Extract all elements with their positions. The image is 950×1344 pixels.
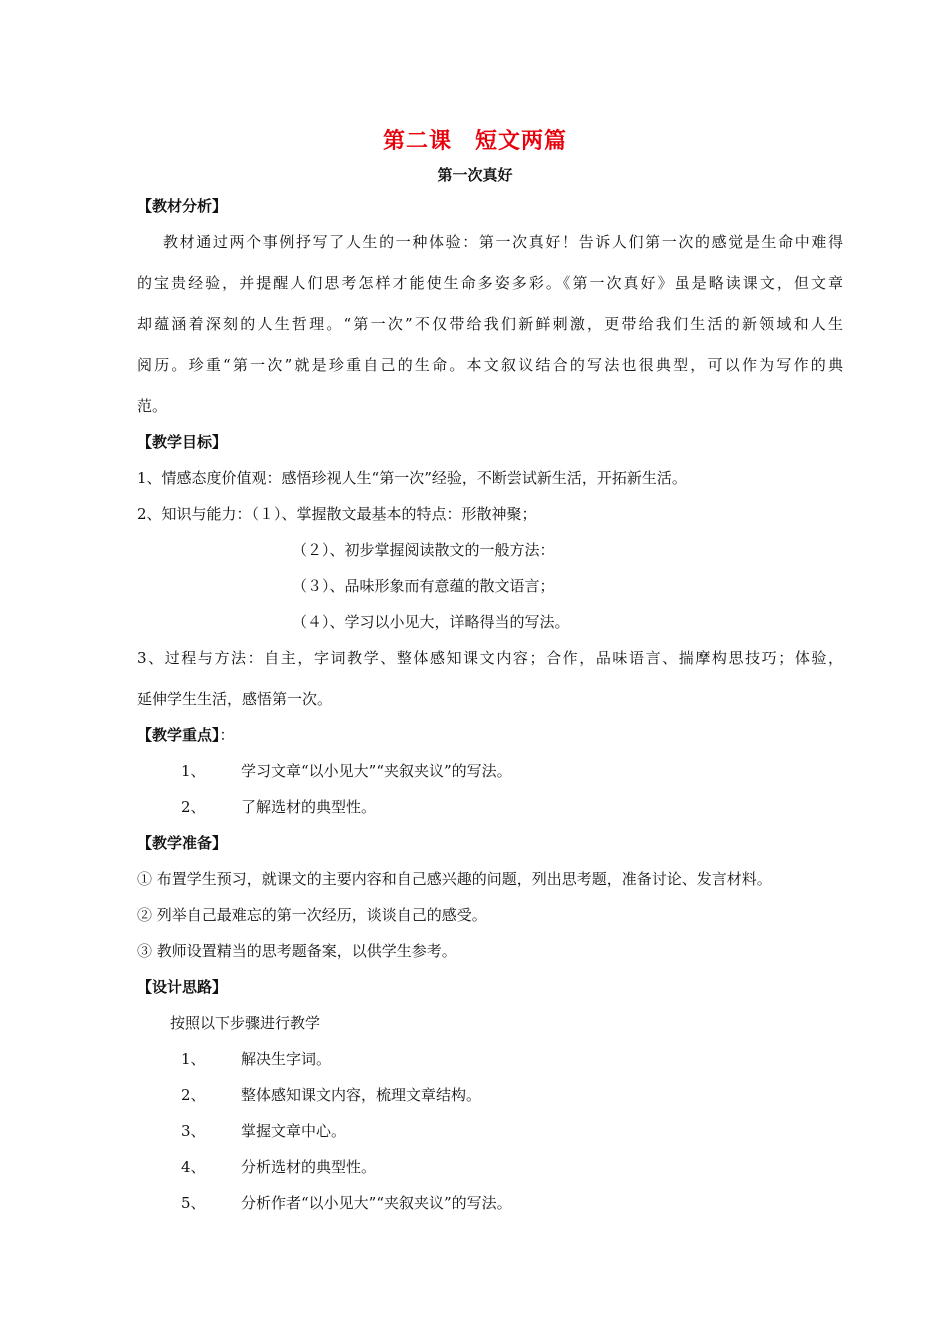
section-heading-preparation: 【教学准备】 <box>137 834 228 852</box>
key-points-heading-colon: ： <box>219 726 235 744</box>
design-step-text: 分析作者“以小见大”“夹叙夹议”的写法。 <box>241 1194 512 1212</box>
key-point-item <box>181 797 376 817</box>
design-step-text: 掌握文章中心。 <box>241 1122 347 1140</box>
design-step <box>181 1193 512 1213</box>
key-point-text: 了解选材的典型性。 <box>241 798 377 816</box>
page-subtitle: 第一次真好 <box>437 166 513 184</box>
design-step <box>181 1085 481 1105</box>
design-step-number: 3、 <box>181 1122 206 1140</box>
design-step-number: 4、 <box>181 1158 206 1176</box>
page-title: 第二课 短文两篇 <box>382 129 567 154</box>
goal-item-3-continued: 延伸学生生活，感悟第一次。 <box>137 690 333 708</box>
design-step <box>181 1121 346 1141</box>
goal-item-3: 3、过程与方法：自主，字词教学、整体感知课文内容；合作，品味语言、揣摩构思技巧；体验， <box>137 649 843 667</box>
design-step-text: 解决生字词。 <box>241 1050 332 1068</box>
design-intro: 按照以下步骤进行教学 <box>170 1014 321 1032</box>
goal-item-2: 2、知识与能力：（１）、掌握散文最基本的特点：形散神聚； <box>137 505 537 523</box>
key-point-text: 学习文章“以小见大”“夹叙夹议”的写法。 <box>241 762 512 780</box>
analysis-line: 教材通过两个事例抒写了人生的一种体验：第一次真好！告诉人们第一次的感觉是生命中难得 <box>163 233 843 251</box>
goal-item-2-sub: （３）、品味形象而有意蕴的散文语言； <box>292 577 555 595</box>
preparation-item: ① 布置学生预习，就课文的主要内容和自己感兴趣的问题，列出思考题，准备讨论、发言材料。 <box>137 870 772 888</box>
preparation-item: ② 列举自己最难忘的第一次经历，谈谈自己的感受。 <box>137 906 487 924</box>
goal-item-2-sub: （２）、初步掌握阅读散文的一般方法： <box>292 541 555 559</box>
design-step-number: 2、 <box>181 1086 206 1104</box>
analysis-line: 的宝贵经验，并提醒人们思考怎样才能使生命多姿多彩。《第一次真好》虽是略读课文，但文章 <box>137 274 843 292</box>
goal-item-1: 1、情感态度价值观：感悟珍视人生“第一次”经验，不断尝试新生活，开拓新生活。 <box>137 469 687 487</box>
design-step-text: 整体感知课文内容，梳理文章结构。 <box>241 1086 482 1104</box>
analysis-line: 范。 <box>137 397 168 415</box>
goal-item-2-sub: （４）、学习以小见大，详略得当的写法。 <box>292 613 570 631</box>
analysis-line: 却蕴涵着深刻的人生哲理。“第一次”不仅带给我们新鲜刺激，更带给我们生活的新领域和人生 <box>137 315 843 333</box>
design-step <box>181 1049 331 1069</box>
design-step-number: 1、 <box>181 1050 206 1068</box>
section-heading-design: 【设计思路】 <box>137 978 228 996</box>
analysis-line: 阅历。珍重“第一次”就是珍重自己的生命。本文叙议结合的写法也很典型，可以作为写作的典 <box>137 356 843 374</box>
preparation-item: ③ 教师设置精当的思考题备案，以供学生参考。 <box>137 942 457 960</box>
key-point-item <box>181 761 512 781</box>
design-step-text: 分析选材的典型性。 <box>241 1158 377 1176</box>
section-heading-analysis: 【教材分析】 <box>137 197 228 215</box>
key-point-number: 1、 <box>181 762 206 780</box>
design-step <box>181 1157 376 1177</box>
key-point-number: 2、 <box>181 798 206 816</box>
design-step-number: 5、 <box>181 1194 206 1212</box>
section-heading-key-points <box>137 725 235 745</box>
key-points-heading-text: 【教学重点】 <box>137 726 220 744</box>
section-heading-goals: 【教学目标】 <box>137 433 228 451</box>
